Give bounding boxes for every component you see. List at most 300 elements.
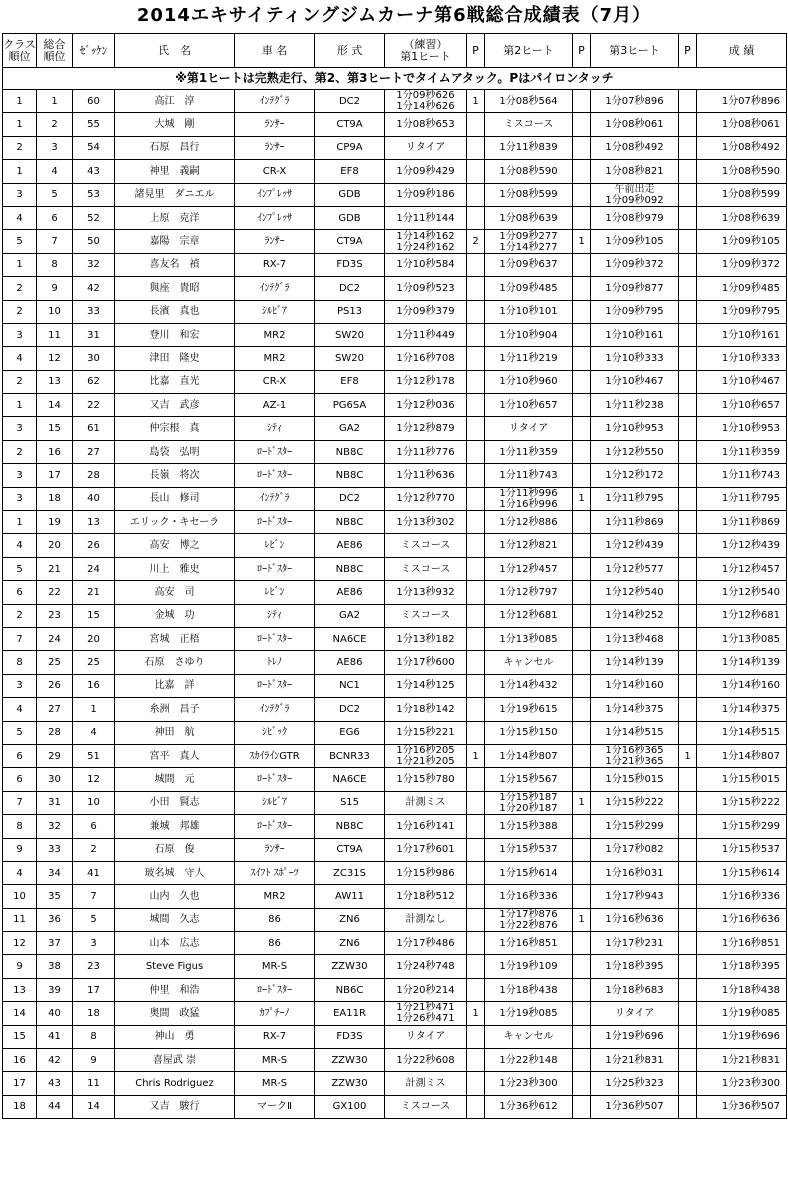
cell-overall-rank: 34: [37, 861, 73, 884]
cell-class-rank: 9: [3, 955, 37, 978]
cell-result: 1分12秒439: [697, 534, 787, 557]
cell-heat1: 1分09秒523: [385, 277, 467, 300]
cell-p2: [573, 417, 591, 440]
cell-p2: [573, 557, 591, 580]
cell-heat2: 1分15秒388: [485, 815, 573, 838]
cell-class-rank: 3: [3, 417, 37, 440]
cell-class-rank: 1: [3, 160, 37, 183]
cell-heat3: 1分16秒365 1分21秒365: [591, 744, 679, 767]
cell-overall-rank: 35: [37, 885, 73, 908]
cell-car: ｽｲﾌﾄ ｽﾎﾟｰﾂ: [235, 861, 315, 884]
cell-heat2: 1分19秒085: [485, 1002, 573, 1025]
cell-p3: [679, 1002, 697, 1025]
cell-heat1: 1分17秒601: [385, 838, 467, 861]
cell-p1: [467, 160, 485, 183]
cell-name: 比嘉 直光: [115, 370, 235, 393]
cell-heat1: 1分15秒780: [385, 768, 467, 791]
cell-overall-rank: 2: [37, 113, 73, 136]
table-row: [3, 674, 787, 697]
table-row: [3, 1002, 787, 1025]
cell-heat1: 1分11秒449: [385, 323, 467, 346]
cell-name: 糸洲 昌子: [115, 698, 235, 721]
cell-overall-rank: 31: [37, 791, 73, 814]
cell-name: 嘉陽 宗章: [115, 230, 235, 253]
cell-p3: [679, 1049, 697, 1072]
header-class-rank: クラス 順位: [3, 34, 37, 68]
cell-name: 奥間 政猛: [115, 1002, 235, 1025]
cell-p1: [467, 277, 485, 300]
cell-name: Steve Figus: [115, 955, 235, 978]
page-title: 2014エキサイティングジムカーナ第6戦総合成績表（7月）: [136, 5, 652, 26]
cell-heat1: リタイア: [385, 136, 467, 159]
table-row: [3, 908, 787, 931]
cell-p2: [573, 136, 591, 159]
cell-p3: [679, 487, 697, 510]
cell-heat2: 1分09秒277 1分14秒277: [485, 230, 573, 253]
header-overall-rank: 総合 順位: [37, 34, 73, 68]
cell-model: GDB: [315, 206, 385, 229]
cell-car: ｲﾝﾃｸﾞﾗ: [235, 698, 315, 721]
cell-result: 1分08秒590: [697, 160, 787, 183]
cell-class-rank: 11: [3, 908, 37, 931]
cell-number: 50: [73, 230, 115, 253]
cell-p3: [679, 183, 697, 206]
cell-p1: [467, 464, 485, 487]
table-row: [3, 253, 787, 276]
cell-p1: [467, 1072, 485, 1095]
cell-heat1: 1分24秒748: [385, 955, 467, 978]
cell-heat1: 1分18秒142: [385, 698, 467, 721]
cell-overall-rank: 21: [37, 557, 73, 580]
cell-p2: [573, 323, 591, 346]
cell-heat1: 計測なし: [385, 908, 467, 931]
cell-class-rank: 2: [3, 136, 37, 159]
cell-p2: [573, 534, 591, 557]
cell-class-rank: 4: [3, 534, 37, 557]
cell-class-rank: 8: [3, 651, 37, 674]
cell-p3: [679, 1095, 697, 1118]
cell-model: AW11: [315, 885, 385, 908]
cell-class-rank: 18: [3, 1095, 37, 1118]
cell-overall-rank: 8: [37, 253, 73, 276]
cell-number: 7: [73, 885, 115, 908]
cell-heat2: 1分11秒996 1分16秒996: [485, 487, 573, 510]
cell-number: 43: [73, 160, 115, 183]
cell-result: 1分15秒015: [697, 768, 787, 791]
cell-model: EA11R: [315, 1002, 385, 1025]
cell-p3: [679, 440, 697, 463]
table-row: [3, 417, 787, 440]
table-row: [3, 464, 787, 487]
cell-result: 1分15秒299: [697, 815, 787, 838]
cell-car: ﾛｰﾄﾞｽﾀｰ: [235, 674, 315, 697]
cell-heat2: 1分10秒904: [485, 323, 573, 346]
cell-name: 川上 雅史: [115, 557, 235, 580]
cell-class-rank: 6: [3, 744, 37, 767]
table-row: [3, 557, 787, 580]
cell-result: 1分15秒614: [697, 861, 787, 884]
cell-heat3: 1分09秒877: [591, 277, 679, 300]
cell-p3: [679, 464, 697, 487]
table-row: [3, 604, 787, 627]
cell-heat3: 1分11秒795: [591, 487, 679, 510]
cell-overall-rank: 13: [37, 370, 73, 393]
cell-p3: [679, 160, 697, 183]
cell-heat2: 1分08秒590: [485, 160, 573, 183]
cell-number: 27: [73, 440, 115, 463]
cell-class-rank: 3: [3, 487, 37, 510]
header-p3: P: [679, 34, 697, 68]
cell-result: 1分19秒085: [697, 1002, 787, 1025]
cell-number: 21: [73, 581, 115, 604]
cell-model: S15: [315, 791, 385, 814]
cell-number: 14: [73, 1095, 115, 1118]
cell-car: ﾛｰﾄﾞｽﾀｰ: [235, 557, 315, 580]
cell-number: 2: [73, 838, 115, 861]
cell-car: AZ-1: [235, 394, 315, 417]
cell-p3: [679, 1025, 697, 1048]
cell-model: PG6SA: [315, 394, 385, 417]
cell-heat2: 1分10秒101: [485, 300, 573, 323]
table-row: [3, 838, 787, 861]
cell-number: 17: [73, 978, 115, 1001]
cell-result: 1分08秒599: [697, 183, 787, 206]
cell-number: 42: [73, 277, 115, 300]
header-heat1: （練習） 第1ヒート: [385, 34, 467, 68]
cell-number: 61: [73, 417, 115, 440]
cell-car: ｲﾝﾌﾟﾚｯｻ: [235, 183, 315, 206]
cell-heat3: 1分14秒160: [591, 674, 679, 697]
cell-p3: [679, 581, 697, 604]
cell-class-rank: 3: [3, 183, 37, 206]
cell-car: ﾛｰﾄﾞｽﾀｰ: [235, 627, 315, 650]
cell-heat2: 1分08秒564: [485, 90, 573, 113]
cell-car: ｼﾙﾋﾞｱ: [235, 300, 315, 323]
cell-car: ｶﾌﾟﾁｰﾉ: [235, 1002, 315, 1025]
cell-heat3: 1分10秒161: [591, 323, 679, 346]
table-row: [3, 136, 787, 159]
cell-result: 1分11秒869: [697, 511, 787, 534]
cell-heat2: 1分11秒359: [485, 440, 573, 463]
cell-p2: 1: [573, 487, 591, 510]
cell-name: 金城 功: [115, 604, 235, 627]
cell-class-rank: 4: [3, 206, 37, 229]
cell-p2: [573, 627, 591, 650]
cell-car: MR2: [235, 347, 315, 370]
cell-name: 比嘉 詳: [115, 674, 235, 697]
cell-class-rank: 2: [3, 300, 37, 323]
cell-class-rank: 6: [3, 581, 37, 604]
cell-heat3: 1分13秒468: [591, 627, 679, 650]
cell-name: 山内 久也: [115, 885, 235, 908]
cell-model: EG6: [315, 721, 385, 744]
cell-car: ｼﾃｨ: [235, 604, 315, 627]
header-heat2: 第2ヒート: [485, 34, 573, 68]
cell-p3: [679, 90, 697, 113]
cell-heat3: 午前出走 1分09秒092: [591, 183, 679, 206]
cell-p1: [467, 955, 485, 978]
cell-heat1: 1分22秒608: [385, 1049, 467, 1072]
cell-heat2: ミスコース: [485, 113, 573, 136]
cell-car: CR-X: [235, 370, 315, 393]
cell-number: 10: [73, 791, 115, 814]
cell-number: 32: [73, 253, 115, 276]
cell-p3: [679, 908, 697, 931]
cell-name: 長濱 真也: [115, 300, 235, 323]
cell-p3: 1: [679, 744, 697, 767]
cell-heat1: 1分10秒584: [385, 253, 467, 276]
cell-overall-rank: 33: [37, 838, 73, 861]
cell-car: ﾗﾝｻｰ: [235, 838, 315, 861]
cell-heat2: 1分23秒300: [485, 1072, 573, 1095]
cell-car: ﾛｰﾄﾞｽﾀｰ: [235, 440, 315, 463]
cell-class-rank: 3: [3, 323, 37, 346]
cell-p3: [679, 791, 697, 814]
cell-model: GA2: [315, 417, 385, 440]
cell-overall-rank: 20: [37, 534, 73, 557]
cell-name: 諸見里 ダニエル: [115, 183, 235, 206]
cell-p2: [573, 394, 591, 417]
table-row: [3, 815, 787, 838]
cell-number: 8: [73, 1025, 115, 1048]
cell-heat3: 1分15秒015: [591, 768, 679, 791]
cell-name: 高安 博之: [115, 534, 235, 557]
cell-p3: [679, 394, 697, 417]
cell-heat3: 1分17秒231: [591, 932, 679, 955]
cell-model: AE86: [315, 651, 385, 674]
cell-heat3: 1分12秒172: [591, 464, 679, 487]
cell-result: 1分14秒375: [697, 698, 787, 721]
cell-p3: [679, 136, 697, 159]
cell-p3: [679, 230, 697, 253]
cell-overall-rank: 5: [37, 183, 73, 206]
cell-heat1: 1分16秒708: [385, 347, 467, 370]
cell-heat1: ミスコース: [385, 604, 467, 627]
cell-p1: [467, 347, 485, 370]
cell-result: 1分13秒085: [697, 627, 787, 650]
cell-car: ﾗﾝｻｰ: [235, 136, 315, 159]
cell-heat2: 1分08秒599: [485, 183, 573, 206]
cell-model: DC2: [315, 277, 385, 300]
cell-p1: [467, 674, 485, 697]
cell-car: ｼﾃｨ: [235, 417, 315, 440]
cell-car: ｽｶｲﾗｲﾝGTR: [235, 744, 315, 767]
cell-name: 山本 広志: [115, 932, 235, 955]
cell-p3: [679, 300, 697, 323]
cell-heat2: 1分15秒150: [485, 721, 573, 744]
cell-p2: [573, 464, 591, 487]
cell-car: ﾛｰﾄﾞｽﾀｰ: [235, 815, 315, 838]
cell-car: ﾛｰﾄﾞｽﾀｰ: [235, 464, 315, 487]
cell-class-rank: 2: [3, 604, 37, 627]
cell-overall-rank: 30: [37, 768, 73, 791]
table-row: [3, 300, 787, 323]
cell-p1: [467, 698, 485, 721]
cell-p2: [573, 1049, 591, 1072]
cell-model: DC2: [315, 487, 385, 510]
cell-number: 6: [73, 815, 115, 838]
cell-heat2: 1分17秒876 1分22秒876: [485, 908, 573, 931]
cell-heat3: リタイア: [591, 1002, 679, 1025]
cell-result: 1分23秒300: [697, 1072, 787, 1095]
cell-car: ｲﾝﾃｸﾞﾗ: [235, 90, 315, 113]
cell-heat2: 1分10秒657: [485, 394, 573, 417]
cell-model: SW20: [315, 347, 385, 370]
cell-result: 1分09秒485: [697, 277, 787, 300]
cell-p1: [467, 768, 485, 791]
cell-overall-rank: 36: [37, 908, 73, 931]
cell-heat1: 1分12秒770: [385, 487, 467, 510]
cell-heat3: 1分16秒636: [591, 908, 679, 931]
cell-model: ZZW30: [315, 1049, 385, 1072]
cell-result: 1分10秒657: [697, 394, 787, 417]
cell-class-rank: 1: [3, 90, 37, 113]
cell-model: EF8: [315, 160, 385, 183]
cell-heat2: 1分36秒612: [485, 1095, 573, 1118]
cell-class-rank: 12: [3, 932, 37, 955]
cell-class-rank: 7: [3, 791, 37, 814]
cell-overall-rank: 29: [37, 744, 73, 767]
table-row: [3, 698, 787, 721]
cell-car: ﾛｰﾄﾞｽﾀｰ: [235, 768, 315, 791]
cell-heat1: 1分14秒162 1分24秒162: [385, 230, 467, 253]
cell-p1: [467, 323, 485, 346]
cell-heat3: 1分17秒082: [591, 838, 679, 861]
cell-heat3: 1分12秒540: [591, 581, 679, 604]
cell-car: ｲﾝﾌﾟﾚｯｻ: [235, 206, 315, 229]
cell-heat3: 1分14秒375: [591, 698, 679, 721]
cell-heat1: 1分13秒182: [385, 627, 467, 650]
cell-overall-rank: 37: [37, 932, 73, 955]
cell-heat1: リタイア: [385, 1025, 467, 1048]
cell-car: ｼﾋﾞｯｸ: [235, 721, 315, 744]
cell-overall-rank: 39: [37, 978, 73, 1001]
cell-p2: [573, 744, 591, 767]
cell-name: 石原 さゆり: [115, 651, 235, 674]
table-row: [3, 183, 787, 206]
cell-result: 1分10秒953: [697, 417, 787, 440]
cell-name: 津田 隆史: [115, 347, 235, 370]
cell-car: ﾗﾝｻｰ: [235, 113, 315, 136]
cell-name: 宮平 真人: [115, 744, 235, 767]
cell-overall-rank: 1: [37, 90, 73, 113]
cell-p3: [679, 277, 697, 300]
cell-p2: 1: [573, 908, 591, 931]
cell-class-rank: 1: [3, 253, 37, 276]
cell-result: 1分14秒515: [697, 721, 787, 744]
cell-number: 51: [73, 744, 115, 767]
cell-p2: [573, 511, 591, 534]
cell-result: 1分09秒795: [697, 300, 787, 323]
cell-number: 1: [73, 698, 115, 721]
cell-number: 53: [73, 183, 115, 206]
cell-overall-rank: 10: [37, 300, 73, 323]
cell-heat2: 1分18秒438: [485, 978, 573, 1001]
cell-number: 23: [73, 955, 115, 978]
cell-class-rank: 5: [3, 721, 37, 744]
cell-heat2: 1分12秒681: [485, 604, 573, 627]
header-row: [3, 34, 787, 68]
cell-number: 60: [73, 90, 115, 113]
table-row: [3, 230, 787, 253]
cell-p2: [573, 604, 591, 627]
table-row: [3, 347, 787, 370]
cell-car: CR-X: [235, 160, 315, 183]
cell-name: 城間 元: [115, 768, 235, 791]
cell-result: 1分11秒795: [697, 487, 787, 510]
cell-heat1: 1分09秒379: [385, 300, 467, 323]
cell-heat1: 1分16秒141: [385, 815, 467, 838]
cell-model: EF8: [315, 370, 385, 393]
cell-heat2: 1分11秒743: [485, 464, 573, 487]
cell-name: 宮城 正梧: [115, 627, 235, 650]
cell-model: ZZW30: [315, 1072, 385, 1095]
cell-heat2: 1分16秒851: [485, 932, 573, 955]
cell-p1: [467, 440, 485, 463]
header-heat3: 第3ヒート: [591, 34, 679, 68]
cell-car: ﾄﾚﾉ: [235, 651, 315, 674]
cell-p1: [467, 1025, 485, 1048]
cell-result: 1分10秒467: [697, 370, 787, 393]
cell-p3: [679, 955, 697, 978]
cell-heat2: 1分12秒457: [485, 557, 573, 580]
cell-p1: [467, 394, 485, 417]
cell-heat3: 1分15秒222: [591, 791, 679, 814]
cell-heat1: 1分16秒205 1分21秒205: [385, 744, 467, 767]
cell-heat1: 計測ミス: [385, 1072, 467, 1095]
table-row: [3, 955, 787, 978]
cell-p2: [573, 160, 591, 183]
cell-p3: [679, 1072, 697, 1095]
cell-p3: [679, 721, 697, 744]
cell-result: 1分18秒438: [697, 978, 787, 1001]
cell-car: ﾛｰﾄﾞｽﾀｰ: [235, 978, 315, 1001]
cell-car: MR-S: [235, 955, 315, 978]
table-row: [3, 744, 787, 767]
cell-heat1: 1分17秒600: [385, 651, 467, 674]
cell-car: ﾛｰﾄﾞｽﾀｰ: [235, 511, 315, 534]
cell-class-rank: 1: [3, 113, 37, 136]
cell-number: 13: [73, 511, 115, 534]
cell-overall-rank: 42: [37, 1049, 73, 1072]
cell-car: ｲﾝﾃｸﾞﾗ: [235, 487, 315, 510]
cell-car: MR2: [235, 885, 315, 908]
cell-overall-rank: 22: [37, 581, 73, 604]
cell-p3: [679, 534, 697, 557]
cell-number: 3: [73, 932, 115, 955]
cell-number: 30: [73, 347, 115, 370]
cell-heat2: 1分09秒637: [485, 253, 573, 276]
cell-p2: [573, 90, 591, 113]
cell-p3: [679, 815, 697, 838]
cell-model: PS13: [315, 300, 385, 323]
cell-heat3: 1分08秒492: [591, 136, 679, 159]
table-row: [3, 721, 787, 744]
cell-result: 1分15秒222: [697, 791, 787, 814]
cell-model: ZZW30: [315, 955, 385, 978]
cell-heat2: 1分11秒219: [485, 347, 573, 370]
cell-p3: [679, 323, 697, 346]
cell-heat3: 1分08秒979: [591, 206, 679, 229]
cell-result: 1分07秒896: [697, 90, 787, 113]
cell-model: NB8C: [315, 557, 385, 580]
table-row: [3, 511, 787, 534]
cell-p1: [467, 861, 485, 884]
cell-p1: [467, 183, 485, 206]
cell-heat1: ミスコース: [385, 1095, 467, 1118]
cell-number: 22: [73, 394, 115, 417]
header-car: 車 名: [235, 34, 315, 68]
